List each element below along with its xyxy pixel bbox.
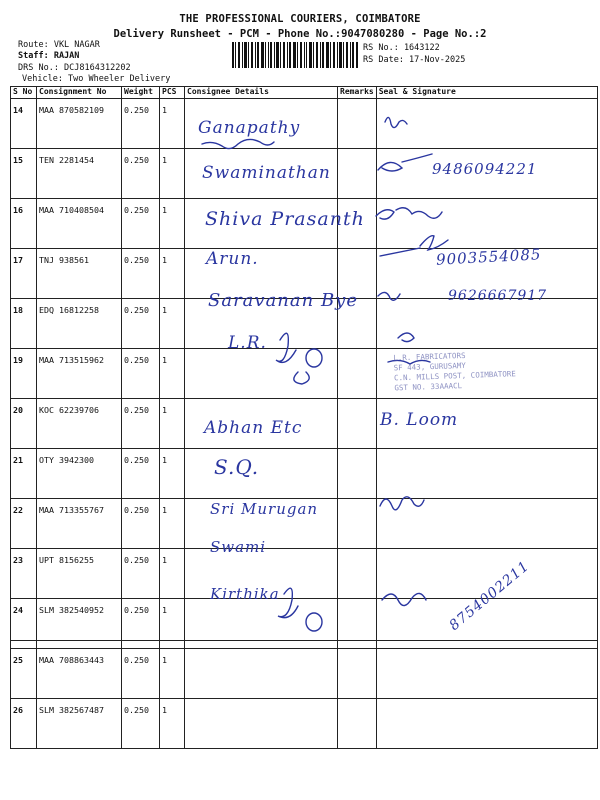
pcs-cell: 1 bbox=[160, 199, 185, 249]
remarks-cell bbox=[338, 649, 377, 699]
handwritten-name: Swami bbox=[210, 538, 267, 556]
staff-label: Staff: RAJAN bbox=[18, 51, 80, 61]
pcs-cell: 1 bbox=[160, 249, 185, 299]
handwritten-signature: B. Loom bbox=[380, 410, 459, 430]
pcs-cell: 1 bbox=[160, 549, 185, 599]
pcs-cell: 1 bbox=[160, 149, 185, 199]
weight-cell: 0.250 bbox=[122, 599, 160, 649]
sno-cell: 18 bbox=[11, 299, 37, 349]
sno-cell: 14 bbox=[11, 99, 37, 149]
stamp-line: SF 443, GURUSAMY bbox=[393, 360, 467, 373]
stamp-line: GST NO. 33AAACL bbox=[394, 381, 463, 393]
table-header-row bbox=[11, 87, 598, 99]
consignment-cell: MAA 870582109 bbox=[37, 99, 122, 149]
handwritten-name: Swaminathan bbox=[202, 163, 331, 183]
consignment-cell: MAA 713355767 bbox=[37, 499, 122, 549]
route-label: Route: VKL NAGAR bbox=[18, 40, 100, 50]
stamp-line: L.R. FABRICATORS bbox=[393, 350, 466, 363]
handwritten-name: S.Q. bbox=[214, 455, 260, 479]
consignment-cell: TEN 2281454 bbox=[37, 149, 122, 199]
weight-cell: 0.250 bbox=[122, 649, 160, 699]
consignment-cell: MAA 710408504 bbox=[37, 199, 122, 249]
handwritten-phone: 9003554085 bbox=[435, 245, 542, 269]
pcs-cell: 1 bbox=[160, 649, 185, 699]
vehicle-label: Vehicle: Two Wheeler Delivery bbox=[22, 74, 171, 84]
table-row bbox=[11, 649, 598, 699]
consignment-cell: EDQ 16812258 bbox=[37, 299, 122, 349]
sno-cell: 19 bbox=[11, 349, 37, 399]
sno-cell: 25 bbox=[11, 649, 37, 699]
remarks-cell bbox=[338, 699, 377, 749]
sno-cell: 26 bbox=[11, 699, 37, 749]
col-signature: Seal & Signature bbox=[376, 87, 597, 99]
runsheet-subtitle: Delivery Runsheet - PCM - Phone No.:9047080280 - Page No.:2 bbox=[113, 28, 487, 40]
consignment-cell: OTY 3942300 bbox=[37, 449, 122, 499]
col-consignee: Consignee Details bbox=[185, 87, 338, 99]
col-consignment: Consignment No bbox=[37, 87, 122, 99]
consignment-cell: KOC 62239706 bbox=[37, 399, 122, 449]
consignee-cell bbox=[185, 649, 338, 699]
sno-cell: 17 bbox=[11, 249, 37, 299]
rs-number: RS No.: 1643122 bbox=[363, 43, 440, 53]
company-title: THE PROFESSIONAL COURIERS, COIMBATORE bbox=[179, 13, 421, 25]
weight-cell: 0.250 bbox=[122, 349, 160, 399]
weight-cell: 0.250 bbox=[122, 99, 160, 149]
pcs-cell: 1 bbox=[160, 299, 185, 349]
sno-cell: 21 bbox=[11, 449, 37, 499]
drs-number: DRS No.: DCJ8164312202 bbox=[18, 63, 131, 73]
signature-cell bbox=[376, 649, 597, 699]
weight-cell: 0.250 bbox=[122, 299, 160, 349]
stamp-line: C.N. MILLS POST, COIMBATORE bbox=[393, 369, 517, 383]
weight-cell: 0.250 bbox=[122, 449, 160, 499]
weight-cell: 0.250 bbox=[122, 499, 160, 549]
weight-cell: 0.250 bbox=[122, 199, 160, 249]
pcs-cell: 1 bbox=[160, 499, 185, 549]
weight-cell: 0.250 bbox=[122, 399, 160, 449]
handwritten-name: Abhan Etc bbox=[204, 418, 303, 438]
col-sno: S No bbox=[11, 87, 37, 99]
signature-cell bbox=[376, 699, 597, 749]
handwritten-name: Shiva Prasanth bbox=[205, 208, 365, 230]
handwritten-phone: 9626667917 bbox=[448, 288, 548, 304]
sno-cell: 15 bbox=[11, 149, 37, 199]
handwritten-name: L.R. bbox=[228, 333, 267, 353]
consignment-cell: UPT 8156255 bbox=[37, 549, 122, 599]
weight-cell: 0.250 bbox=[122, 149, 160, 199]
col-remarks: Remarks bbox=[338, 87, 377, 99]
sno-cell: 16 bbox=[11, 199, 37, 249]
handwritten-name: Sri Murugan bbox=[210, 500, 319, 518]
col-pcs: PCS bbox=[160, 87, 185, 99]
consignment-cell: TNJ 938561 bbox=[37, 249, 122, 299]
handwritten-phone: 9486094221 bbox=[432, 160, 538, 178]
pcs-cell: 1 bbox=[160, 599, 185, 649]
table-row bbox=[11, 699, 598, 749]
sno-cell: 22 bbox=[11, 499, 37, 549]
pcs-cell: 1 bbox=[160, 349, 185, 399]
pcs-cell: 1 bbox=[160, 699, 185, 749]
consignment-cell: SLM 382540952 bbox=[37, 599, 122, 649]
pcs-cell: 1 bbox=[160, 99, 185, 149]
consignment-cell: MAA 708863443 bbox=[37, 649, 122, 699]
barcode-icon bbox=[232, 42, 358, 68]
company-stamp bbox=[393, 347, 591, 406]
consignee-cell bbox=[185, 699, 338, 749]
sno-cell: 24 bbox=[11, 599, 37, 649]
weight-cell: 0.250 bbox=[122, 549, 160, 599]
sno-cell: 23 bbox=[11, 549, 37, 599]
pcs-cell: 1 bbox=[160, 399, 185, 449]
handwritten-name: Ganapathy bbox=[198, 118, 301, 138]
sno-cell: 20 bbox=[11, 399, 37, 449]
consignment-cell: MAA 713515962 bbox=[37, 349, 122, 399]
handwritten-name: Saravanan Bye bbox=[208, 290, 358, 311]
consignment-cell: SLM 382567487 bbox=[37, 699, 122, 749]
rs-date: RS Date: 17-Nov-2025 bbox=[363, 55, 466, 65]
handwritten-phone: 8754002211 bbox=[446, 558, 533, 634]
table-bottom-line bbox=[10, 640, 598, 641]
weight-cell: 0.250 bbox=[122, 699, 160, 749]
col-weight: Weight bbox=[122, 87, 160, 99]
handwritten-name: Kirthika bbox=[210, 585, 280, 603]
weight-cell: 0.250 bbox=[122, 249, 160, 299]
pcs-cell: 1 bbox=[160, 449, 185, 499]
handwritten-name: Arun. bbox=[206, 249, 259, 269]
